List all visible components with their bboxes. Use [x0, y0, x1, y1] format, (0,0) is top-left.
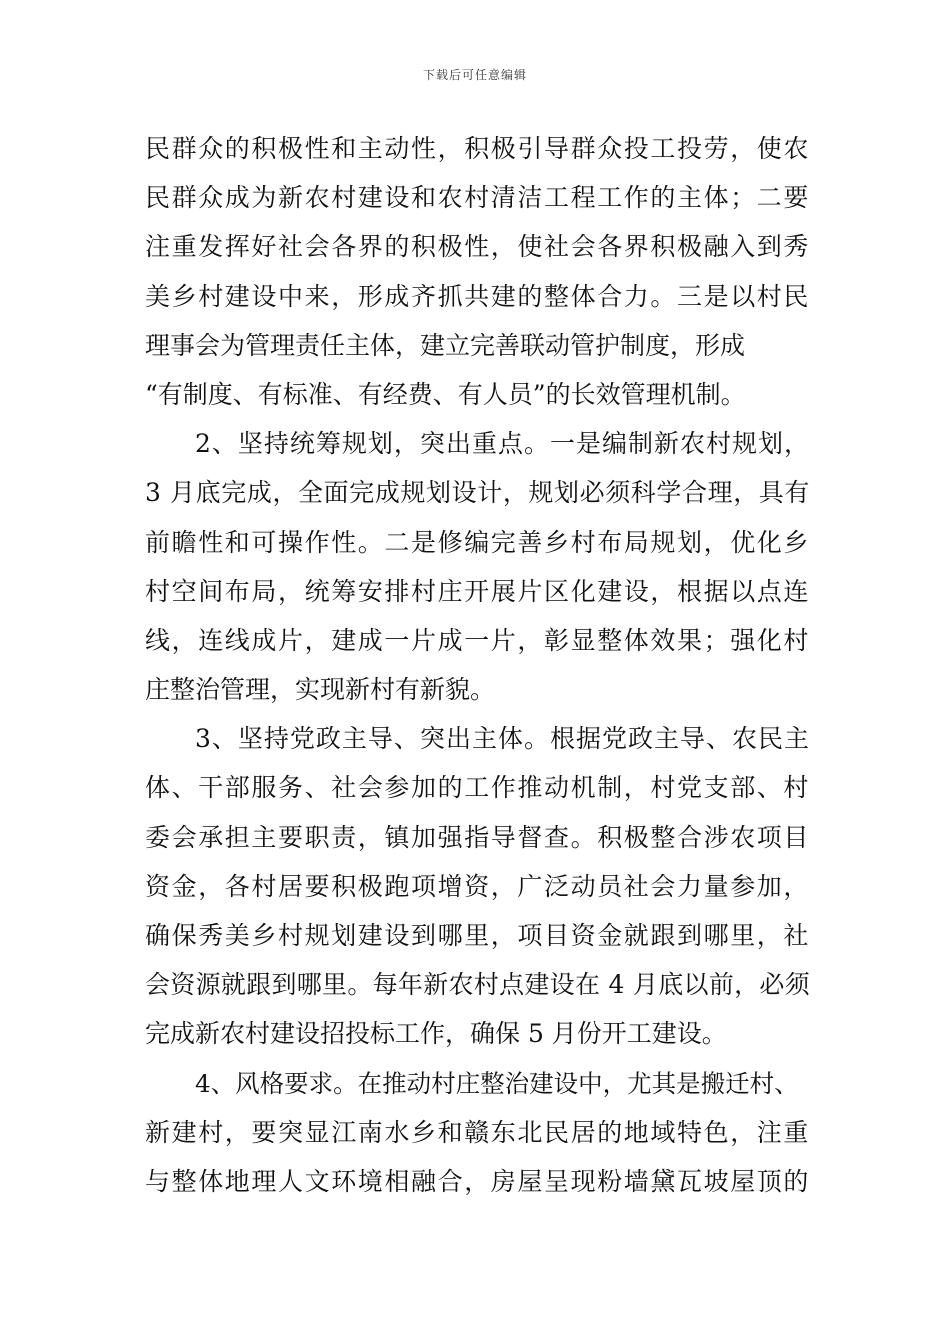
document-body [145, 124, 810, 1206]
text-line: 新建村，要突显江南水乡和赣东北民居的地域特色，注重 [145, 1117, 810, 1147]
text-line: 村空间布局，统筹安排村庄开展片区化建设，根据以点连 [145, 576, 810, 606]
text-line: 理事会为管理责任主体，建立完善联动管护制度，形成 [145, 330, 746, 360]
text-line: 线，连线成片，建成一片成一片，彰显整体效果；强化村 [145, 625, 810, 655]
text-line: 体、干部服务、社会参加的工作推动机制，村党支部、村 [145, 773, 810, 803]
text-line: 民群众成为新农村建设和农村清洁工程工作的主体；二要 [145, 183, 810, 213]
text-line: 确保秀美乡村规划建设到哪里，项目资金就跟到哪里，社 [145, 921, 810, 950]
text-line: 3、坚持党政主导、突出主体。根据党政主导、农民主 [195, 724, 810, 754]
text-line: 民群众的积极性和主动性，积极引导群众投工投劳，使农 [145, 134, 810, 163]
page-header-note: 下载后可任意编辑 [422, 68, 527, 82]
text-line: 与整体地理人文环境相融合，房屋呈现粉墙黛瓦坡屋顶的 [145, 1166, 810, 1196]
text-line: 3 月底完成，全面完成规划设计，规划必须科学合理，具有 [145, 478, 810, 508]
text-line: 委会承担主要职责，镇加强指导督查。积极整合涉农项目 [145, 822, 810, 852]
text-line: 前瞻性和可操作性。二是修编完善乡村布局规划，优化乡 [145, 527, 810, 557]
text-line: 会资源就跟到哪里。每年新农村点建设在 4 月底以前，必须 [145, 970, 810, 1000]
text-line: 4、风格要求。在推动村庄整治建设中，尤其是搬迁村、 [195, 1068, 799, 1098]
text-line: 2、坚持统筹规划，突出重点。一是编制新农村规划， [195, 429, 810, 459]
text-line: 资金，各村居要积极跑项增资，广泛动员社会力量参加， [145, 871, 810, 901]
text-line: 美乡村建设中来，形成齐抓共建的整体合力。三是以村民 [145, 281, 810, 311]
text-line: “有制度、有标准、有经费、有人员”的长效管理机制。 [145, 379, 746, 409]
text-line: 完成新农村建设招投标工作，确保 5 月份开工建设。 [145, 1019, 727, 1049]
text-line: 注重发挥好社会各界的积极性，使社会各界积极融入到秀 [145, 232, 810, 262]
text-line: 庄整治管理，实现新村有新貌。 [145, 675, 496, 705]
